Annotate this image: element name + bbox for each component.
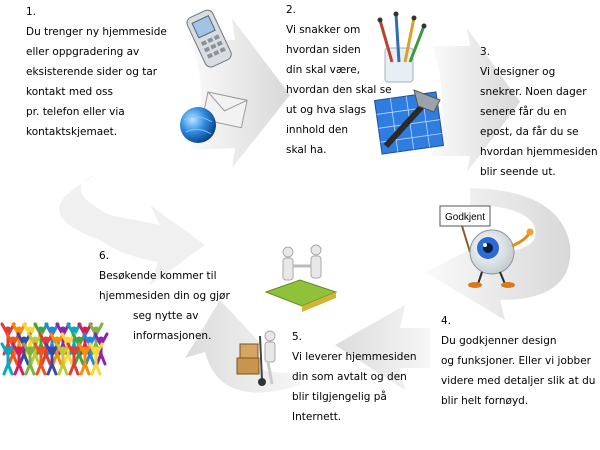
step-line: snekrer. Noen dager — [480, 86, 587, 98]
step-line: din som avtalt og den — [292, 371, 407, 383]
step-number: 6. — [99, 250, 110, 262]
step-number: 4. — [441, 315, 452, 327]
step-line: hvordan den skal se — [286, 84, 392, 96]
step-line: din skal være, — [286, 64, 361, 76]
step-line: Besøkende kommer til — [99, 270, 217, 282]
step-5-text — [292, 327, 417, 427]
step-line: hvordan hjemmesiden — [480, 146, 598, 158]
step-line: Vi snakker om — [286, 24, 361, 36]
approval-sign-label: Godkjent — [444, 212, 486, 223]
step-line: Vi designer og — [480, 66, 556, 78]
step-line: hjemmesiden din og gjør — [99, 290, 230, 302]
step-2-text — [286, 0, 392, 160]
step-line: epost, da får du se — [480, 126, 579, 138]
step-line: hvordan siden — [286, 44, 361, 56]
step-line: Vi leverer hjemmesiden — [292, 351, 417, 363]
step-line: Du godkjenner design — [441, 335, 557, 347]
step-line: blir tilgjengelig på — [292, 391, 387, 403]
step-line: seg nytte av — [133, 310, 199, 322]
step-line: eksisterende sider og tar — [26, 66, 158, 78]
crowd-people-icon — [2, 324, 107, 374]
step-line: Du trenger ny hjemmeside — [26, 26, 167, 38]
step-line: eller oppgradering av — [26, 46, 140, 58]
step-1-text — [26, 2, 167, 142]
step-line: Internett. — [292, 411, 342, 423]
mobile-phone-icon — [185, 8, 233, 69]
step-number: 2. — [286, 4, 297, 16]
step-line: innhold den — [286, 124, 349, 136]
step-number: 3. — [480, 46, 491, 58]
step-line: ut og hva slags — [286, 104, 367, 116]
step-line: pr. telefon eller via — [26, 106, 125, 118]
step-number: 5. — [292, 331, 303, 343]
step-line: videre med detaljer slik at du — [441, 375, 596, 387]
puzzle-handshake-icon — [266, 245, 336, 312]
step-4-text — [441, 311, 595, 411]
step-6-text — [99, 246, 230, 346]
step-line: senere får du en — [480, 106, 567, 118]
step-line: kontakt med oss — [26, 86, 113, 98]
step-line: og funksjoner. Eller vi jobber — [441, 355, 591, 367]
step-line: informasjonen. — [133, 330, 212, 342]
step-line: skal ha. — [286, 144, 327, 156]
step-3-text — [480, 42, 598, 182]
step-line: kontaktskjemaet. — [26, 126, 118, 138]
step-line: blir seende ut. — [480, 166, 556, 178]
step-number: 1. — [26, 6, 37, 18]
step-line: blir helt fornøyd. — [441, 395, 529, 407]
